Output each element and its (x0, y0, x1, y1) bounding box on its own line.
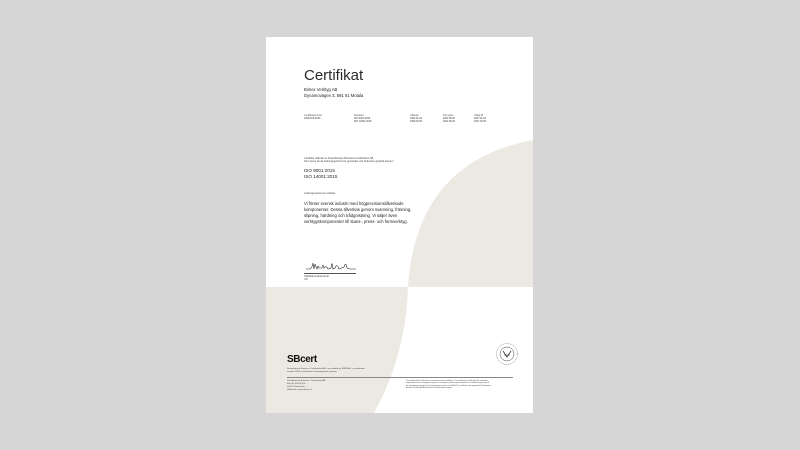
footer-line: requirements for the management system. In accordance with the given standard, the certified company and all (406, 382, 490, 385)
footer-left (287, 380, 377, 392)
col-value: 1992.01.24 (410, 117, 422, 120)
company-address: Dynamovägen 3, 591 61 Motala (304, 92, 364, 98)
signer-role: VD (304, 278, 308, 282)
col-value: 10263 FB 1000 (304, 117, 321, 120)
signature-line (304, 273, 356, 274)
col-value: 2022.06.20 (443, 117, 455, 120)
standard-item: ISO 9001:2015 (304, 168, 335, 173)
col-value: 1999.03.06 (410, 120, 422, 124)
col-label: Standard (354, 114, 364, 117)
col-renewal (443, 114, 455, 124)
footer-line: Webbsida: www.sbcert.se (287, 388, 313, 391)
sbcert-logo: SBcert (287, 354, 317, 365)
col-label: Certifikatnummer (304, 114, 323, 117)
standard-item: ISO 14001:2015 (304, 174, 338, 179)
col-value: 2022.06.20 (443, 120, 455, 124)
scope-label: Ledningssystemet omfattar: (304, 192, 336, 195)
signature-image (304, 257, 358, 273)
standards-list (304, 168, 337, 180)
company-block (304, 87, 363, 99)
scope-line: slipning, härdning och trådgnistning. Vi säljer även (304, 213, 398, 218)
footer-line: the management system. For the management system are fulfilled. The certificate is the property of Scandinavian (406, 384, 491, 387)
logo-tagline (287, 368, 397, 374)
footer-rule (287, 377, 513, 378)
certificate-title: Certifikat (304, 67, 364, 84)
footer-line: The validity of the certification is checked at annual surveillance. The certification is valid only if the standards (406, 380, 488, 382)
issuer-statement (304, 157, 394, 164)
statement-line: Certifikat utfärdat av Scandinavian Business Certification AB. (304, 157, 374, 160)
col-value: 2027.03.06 (474, 120, 486, 124)
col-value: ISO 9001:2015 (354, 117, 371, 120)
signer-title: Utfärdat/undertecknat (304, 275, 329, 278)
scope-line: Vi förser svensk industri med högprecisionstillverkade (304, 201, 404, 206)
col-issued (410, 114, 422, 124)
col-label: Förnyelse (443, 114, 454, 117)
tagline-line: Scandinavian Business Certification AB is accredited by SWEDAC, accreditation (287, 368, 365, 370)
certificate-page (266, 37, 533, 413)
signer-block (304, 275, 329, 282)
col-valid-until (474, 114, 486, 124)
company-name: Bimex Verktyg AB (304, 87, 338, 92)
col-label: Utfärdat (410, 114, 419, 117)
footer-line: 106 81 Stockholm, ... (287, 385, 308, 388)
footer-line: Scandinavian Business Certification AB (287, 380, 326, 382)
footer-line: Box 49, 400 00 Tel: ... (287, 382, 309, 385)
scope-line: komponenter. Dessa tillverkas genom svarvning, fräsning, (304, 207, 412, 212)
tagline-line: number 1859, certification of management systems. (287, 370, 338, 373)
col-value: 2027.01.24 (474, 117, 486, 120)
scope-line: verktygskomponenter till stans-, press- och formverktyg. (304, 219, 408, 224)
col-value: ISO 14001:2015 (354, 120, 372, 124)
footer-line: Business Certification AB and must be returned upon request. (406, 387, 453, 390)
col-certificate-number (304, 114, 322, 120)
scope-text (304, 201, 411, 225)
col-standard (354, 114, 371, 124)
statement-line: Som bevis att de ledningssystem har granskats och befunnits uppfylla kraven i (304, 160, 394, 164)
swedac-accreditation-seal (495, 342, 519, 366)
col-label: Giltigt till (474, 114, 484, 117)
footer-right (406, 380, 521, 390)
